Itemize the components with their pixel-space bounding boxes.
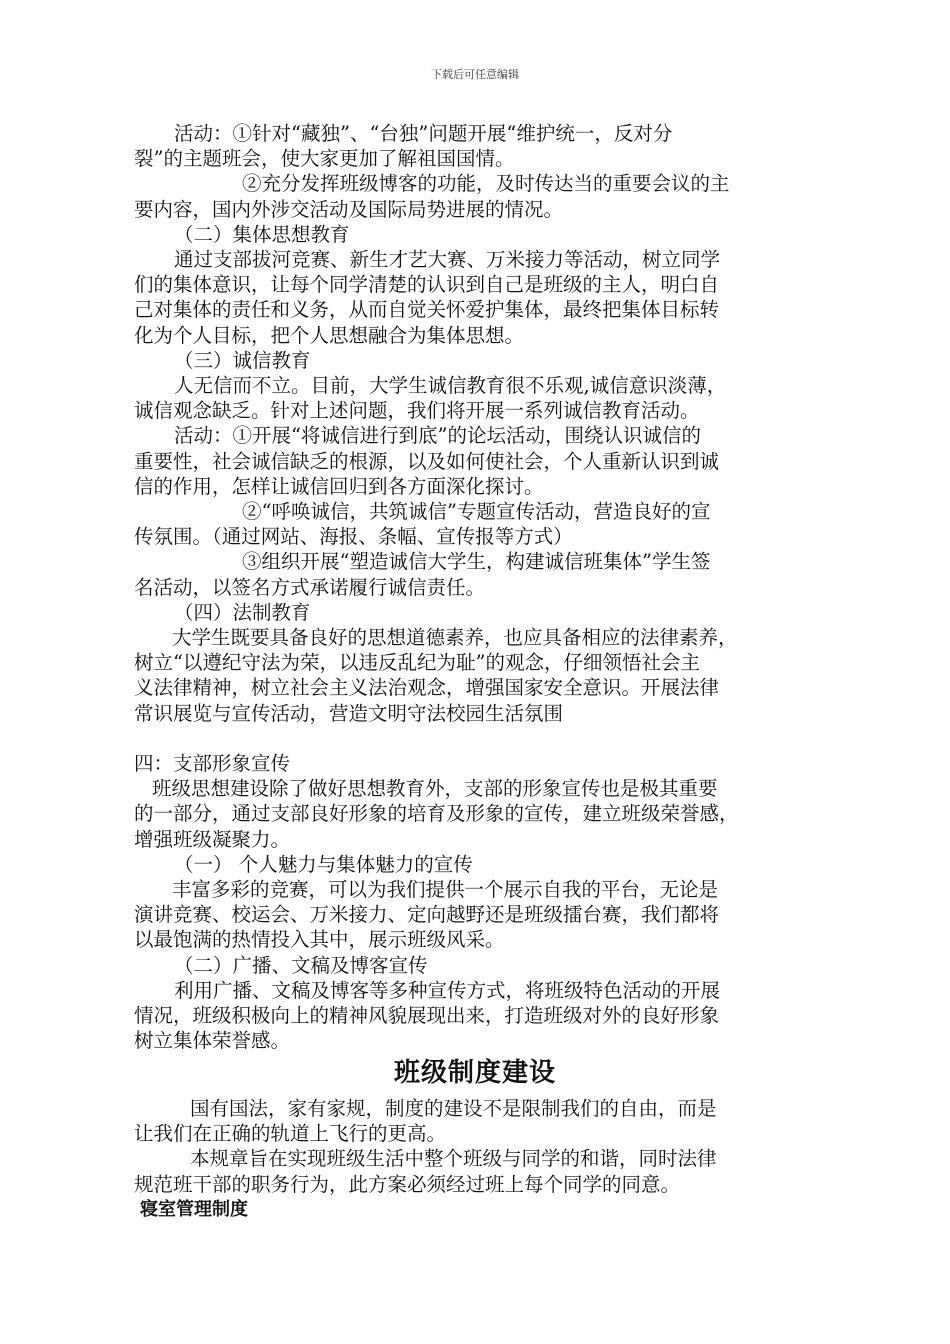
text-line: （二）集体思想教育: [174, 222, 350, 246]
text-line: 信的作用，怎样让诚信回归到各方面深化探讨。: [134, 474, 544, 498]
text-line: 大学生既要具备良好的思想道德素养，也应具备相应的法律素养，: [172, 626, 738, 650]
text-line: 丰富多彩的竞赛，可以为我们提供一个展示自我的平台，无论是: [172, 878, 719, 902]
text-line: 常识展览与宣传活动，营造文明守法校园生活氛围: [134, 701, 564, 725]
subheading: 寝室管理制度: [140, 1198, 248, 1220]
text-line: 通过支部拔河竞赛、新生才艺大赛、万米接力等活动，树立同学: [174, 248, 721, 272]
text-line: 活动：①针对“藏独”、“台独”问题开展“维护统一，反对分: [174, 122, 673, 145]
text-line: ③组织开展“塑造诚信大学生，构建诚信班集体”学生签: [242, 550, 711, 574]
section-body: [134, 1096, 824, 1222]
text-line: ②“呼唤诚信，共筑诚信”专题宣传活动，营造良好的宣: [242, 500, 711, 524]
text-line: 利用广播、文稿及博客等多种宣传方式，将班级特色活动的开展: [174, 978, 721, 1002]
text-line: 演讲竞赛、校运会、万米接力、定向越野还是班级擂台赛，我们都将: [134, 903, 720, 927]
text-line: 诚信观念缺乏。针对上述问题，我们将开展一系列诚信教育活动。: [134, 399, 700, 423]
text-line: 名活动，以签名方式承诺履行诚信责任。: [134, 575, 486, 599]
text-line: 让我们在正确的轨道上飞行的更高。: [134, 1122, 447, 1146]
text-line: 国有国法，家有家规，制度的建设不是限制我们的自由，而是: [190, 1097, 717, 1120]
text-line: 本规章旨在实现班级生活中整个班级与同学的和谐，同时法律: [190, 1147, 717, 1171]
text-line: [134, 726, 824, 751]
page-header-note: 下载后可任意编辑: [431, 68, 519, 81]
section-title: 班级制度建设: [393, 1058, 556, 1088]
text-line: 传氛围。（通过网站、海报、条幅、宣传报等方式）: [134, 525, 573, 549]
text-line: 情况，班级积极向上的精神风貌展现出来，打造班级对外的良好形象: [134, 1004, 720, 1028]
text-line: 四：支部形象宣传: [134, 752, 291, 776]
text-line: 班级思想建设除了做好思想教育外，支部的形象宣传也是极其重要: [152, 777, 718, 801]
text-line: ②充分发挥班级博客的功能，及时传达当的重要会议的主: [242, 172, 730, 196]
text-line: 要内容，国内外涉交活动及国际局势进展的情况。: [134, 197, 564, 221]
text-line: （二）广播、文稿及博客宣传: [174, 953, 428, 977]
text-line: 树立集体荣誉感。: [134, 1029, 291, 1053]
text-line: 裂”的主题班会，使大家更加了解祖国国情。: [134, 147, 515, 171]
text-line: 化为个人目标，把个人思想融合为集体思想。: [134, 323, 525, 347]
text-line: 重要性，社会诚信缺乏的根源，以及如何使社会，个人重新认识到诚: [134, 449, 720, 473]
text-line: 增强班级凝聚力。: [134, 827, 291, 851]
text-line: 义法律精神，树立社会主义法治观念，增强国家安全意识。开展法律: [134, 676, 720, 700]
text-line: （四）法制教育: [174, 600, 311, 624]
text-line: 们的集体意识，让每个同学清楚的认识到自己是班级的主人，明白自: [134, 273, 720, 297]
document-body: [134, 121, 824, 1054]
text-line: 以最饱满的热情投入其中，展示班级风采。: [134, 928, 505, 952]
text-line: 规范班干部的职务行为，此方案必须经过班上每个同学的同意。: [134, 1172, 681, 1196]
text-line: 人无信而不立。目前，大学生诚信教育很不乐观,诚信意识淡薄，: [174, 374, 727, 398]
text-line: （一） 个人魅力与集体魅力的宣传: [174, 852, 473, 876]
text-line: 己对集体的责任和义务，从而自觉关怀爱护集体，最终把集体目标转: [134, 298, 720, 322]
text-line: 的一部分，通过支部良好形象的培育及形象的宣传，建立班级荣誉感，: [134, 802, 739, 826]
text-line: 树立“以遵纪守法为荣，以违反乱纪为耻”的观念，仔细领悟社会主: [134, 651, 700, 675]
text-line: 活动：①开展“将诚信进行到底”的论坛活动，围绕认识诚信的: [174, 424, 701, 448]
text-line: （三）诚信教育: [174, 348, 311, 372]
